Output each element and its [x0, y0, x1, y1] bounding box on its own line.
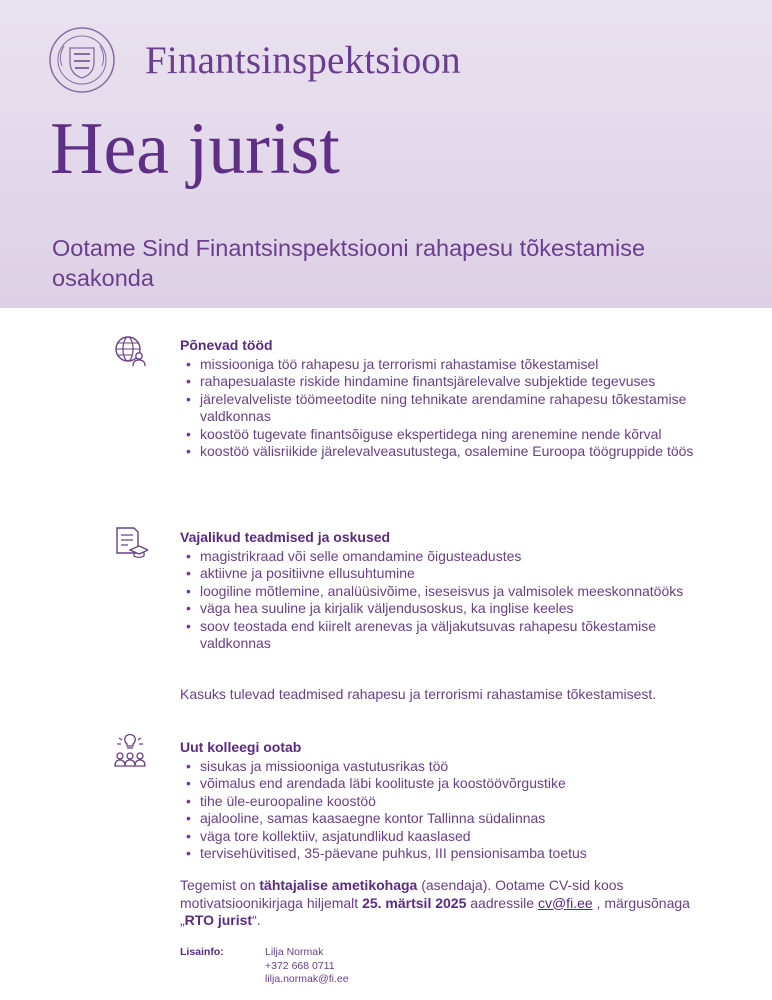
contact-details: [265, 946, 349, 987]
list-item: • koostöö välisriikide järelevalveasutustega, osalemine Euroopa töögruppide töös: [180, 443, 700, 461]
list-item: • aktiivne ja positiivne ellusuhtumine: [180, 565, 700, 583]
section-required-skills: [180, 529, 700, 653]
section-heading: Vajalikud teadmised ja oskused: [180, 529, 391, 545]
closing-text: “.: [252, 912, 261, 928]
page-subtitle: Ootame Sind Finantsinspektsiooni rahapesu tõkestamise osakonda: [52, 235, 646, 291]
closing-text: aadressile: [466, 894, 538, 911]
list-item: • missiooniga töö rahapesu ja terrorismi rahastamise tõkestamisel: [180, 356, 700, 374]
list-item: • rahapesualaste riskide hindamine finantsjärelevalve subjektide tegevuses: [180, 373, 700, 391]
deadline-date: 25. märtsil 2025: [362, 894, 467, 911]
estonian-coat-of-arms-seal-icon: [48, 26, 116, 94]
list-item: • ajalooline, samas kaasaegne kontor Tallinna südalinnas: [180, 810, 700, 828]
list-item: • järelevalveliste töömeetodite ning tehnikate arendamine rahapesu tõkestamise valdkonnas: [180, 391, 700, 426]
closing-text: Tegemist on: [180, 877, 260, 893]
team-lightbulb-icon: [112, 733, 148, 769]
list-item: • võimalus end arendada läbi koolituste ja koostöövõrgustike: [180, 775, 700, 793]
list-item: • loogiline mõtlemine, analüüsivõime, iseseisvus ja valmisolek meeskonnatööks: [180, 583, 700, 601]
list-item: • magistrikraad või selle omandamine õigusteadustes: [180, 548, 700, 566]
contact-email[interactable]: lilja.normak@fi.ee: [265, 973, 349, 985]
list-item: • väga hea suuline ja kirjalik väljendusoskus, ka inglise keeles: [180, 600, 700, 618]
list-item: • soov teostada end kiirelt arenevas ja väljakutsuvas rahapesu tõkestamise valdkonnas: [180, 618, 700, 653]
header-banner: [0, 0, 772, 308]
contact-name: Lilja Normak: [265, 946, 324, 958]
keyword: RTO jurist: [184, 912, 253, 928]
list-item: • väga tore kollektiiv, asjatundlikud kaaslased: [180, 828, 700, 846]
skills-note: Kasuks tulevad teadmised rahapesu ja terrorismi rahastamise tõkestamisest.: [180, 686, 657, 702]
list-item: • koostöö tugevate finantsõiguse ekspertidega ning arenemine nende kõrval: [180, 426, 700, 444]
section-interesting-work: [180, 337, 700, 461]
application-email-link[interactable]: cv@fi.ee: [537, 894, 593, 911]
document-graduation-icon: [112, 525, 148, 561]
closing-text: (asendaja). Ootame CV-sid koos motivatsioonikirjaga hiljemalt: [180, 877, 624, 911]
closing-text: , märgusõnaga „: [180, 894, 690, 928]
position-type: tähtajalise ametikohaga: [259, 877, 418, 893]
list-item: • tervisehüvitised, 35-päevane puhkus, III pensionisamba toetus: [180, 845, 700, 863]
section-heading: Uut kolleegi ootab: [180, 739, 302, 755]
section-heading: Põnevad tööd: [180, 337, 273, 353]
globe-person-icon: [112, 333, 148, 369]
application-instructions: [180, 877, 700, 930]
section-new-colleague-offer: [180, 739, 700, 863]
page-title: Hea jurist: [50, 108, 340, 190]
contact-label: Lisainfo:: [180, 946, 224, 958]
contact-phone: +372 668 0711: [265, 959, 335, 972]
list-item: • tihe üle-euroopaline koostöö: [180, 793, 700, 811]
list-item: • sisukas ja missiooniga vastutusrikas töö: [180, 758, 700, 776]
organization-name: Finantsinspektsioon: [145, 39, 461, 82]
